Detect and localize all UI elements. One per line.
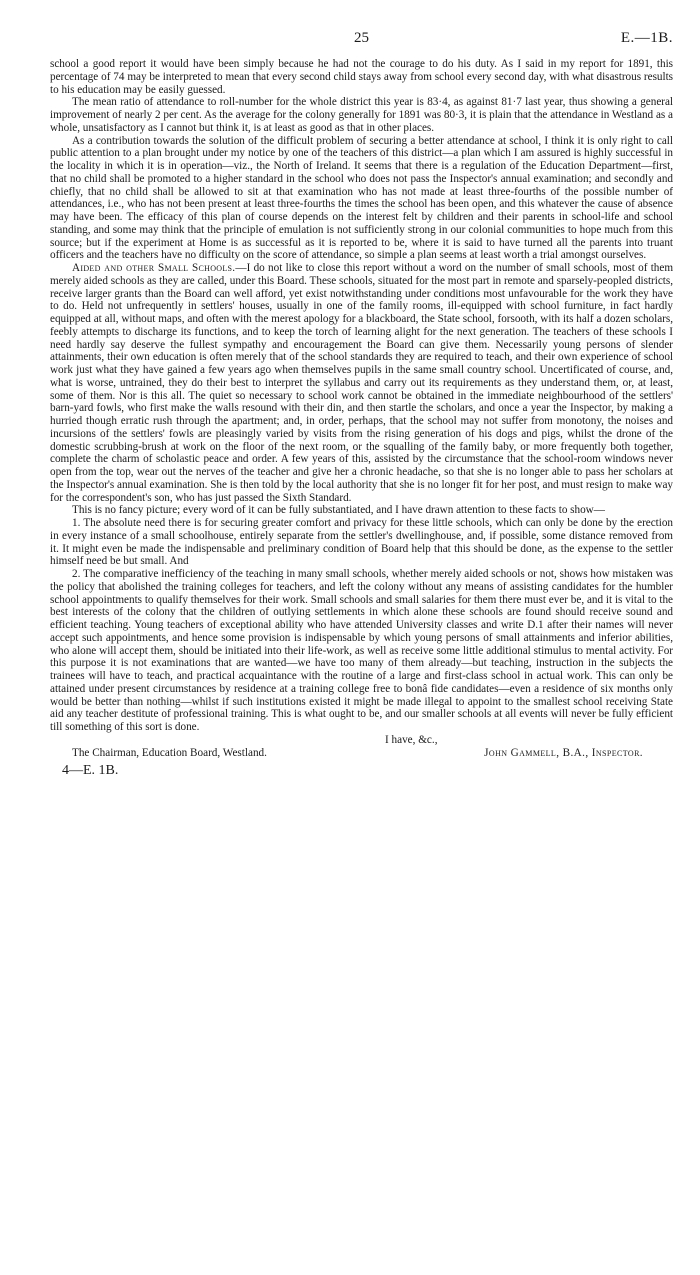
section-heading: Aided and other Small Schools. (72, 262, 236, 274)
page-header (50, 30, 673, 52)
paragraph-attendance-plan (50, 135, 673, 263)
paragraph-text: school a good report it would have been simply because he had not the courage to do his duty. As I said in my report for 1891, this percentage of 74 may be interpreted to mean that every second child stays away from school every second day, with what disastrous results to his education may be easily guessed. (50, 58, 673, 96)
paragraph-small-schools (50, 262, 673, 504)
paragraph-text: The mean ratio of attendance to roll-number for the whole district this year is 83·4, as against 81·7 last year, thus showing a general improvement of nearly 2 per cent. As the average for the colony generally for 1891 was 80·3, it is plain that the attendance in Westland as a whole, unsatisfactory as I cannot but think it, is at least as good as that in other places. (50, 96, 673, 134)
signatory: John Gammell, B.A., Inspector. (484, 746, 643, 759)
paragraph-no-fancy-picture (50, 504, 673, 517)
paragraph-text: —I do not like to close this report without a word on the number of small schools, most of them merely aided schools as they are called, under this Board. These schools, situated for the most part in remote and sparsely-peopled districts, receive larger grants than the Board can well afford, yet exist notwithstanding under conditions most unfavourable for the work they have to do. Held not unfrequently in settlers' houses, usually in one of the family rooms, ill-equipped with school furniture, in fact hardly equipped at all, without maps, and often with the merest apology for a blackboard, the State school, forsooth, with its half a dozen scholars, feebly attempts to discharge its functions, and to keep the torch of learning alight for the next generation. The teachers of these schools I need hardly say deserve the fullest sympathy and encouragement the Board can give them. Necessarily young persons of slender attainments, their own education is often merely that of the school standards they are required to teach, and their own experience of school work just what they have gained a few years ago when themselves pupils in the same small country school. Uncertificated of course, and, what is worse, untrained, they do their best to interpret the syllabus and carry out its requirements as they understand them, or, at least, some of them. Nor is this all. The quiet so necessary to school work cannot be obtained in the immediate neighbourhood of the settlers' barn-yard fowls, who first make the walls resound with their din, and then startle the scholars, and once a year the Inspector, by making a hurried though erratic rush through the apartment; and, in order, perhaps, that the school may not suffer from monotony, the noises and incursions of the settlers' fowls are pleasingly varied by visits from the rising generation of his dogs and pigs, whilst the drone of the domestic scrubbing-brush at work on the floor of the next room, or the squalling of the family baby, or more frequently both together, complete the charm of scholastic peace and order. A few years of this, assisted by the circumstance that the school-room windows never open from the top, wear out the nerves of the teacher and give her a chronic headache, so that she is no longer able to pass her scholars at the Inspector's annual examination. She is then told by the local authority that she is no longer fit for her post, and must resign to make way for the correspondent's son, who has just passed the Sixth Standard. (50, 262, 674, 504)
paragraph-continuation (50, 58, 673, 96)
closing-phrase: I have, &c., (385, 733, 438, 746)
page-number: 25 (354, 30, 369, 46)
signature-block (50, 747, 673, 760)
paragraph-text: 2. The comparative inefficiency of the teaching in many small schools, whether merely aided schools or not, shows how mistaken was the policy that abolished the training colleges for teachers, and left the colony without any means of assisting candidates for the humbler school appointments to qualify themselves for their work. Small schools and small salaries for them there must ever be, and it is vital to the best interests of the colony that the children of outlying settlements in which alone these schools are found should receive sound and efficient teaching. Young teachers of exceptional ability who have attended University classes and write D.1 after their names will never accept such appointments, and hence some provision is indispensable by which young persons of small attainments and inferior abilities, who alone will accept them, should be initiated into their life-work, as well as receive some little additional stimulus to mental activity. For this purpose it is not examinations that are wanted—we have too many of them already—but teaching, instruction in the subjects the trainees will have to teach, and practical acquaintance with the routine of a large and first-class school in actual work. This can only be attained under present circumstances by residence at a training college free to bonâ fide candidates—even a residence of six months only would be better than nothing—whilst if such institutions existed it might be made illegal to appoint to the smallest school receiving State aid any teacher destitute of professional training. This is what ought to be, and our smaller schools at all events will never be fully efficient till something of this sort is done. (50, 568, 673, 733)
numbered-point-1 (50, 517, 673, 568)
report-body (50, 58, 673, 734)
paragraph-text: As a contribution towards the solution of the difficult problem of securing a better attendance at school, I think it is only right to call public attention to a plan brought under my notice by one of the teachers of this district—a plan which I am assured is highly successful in the locality in which it is in operation—viz., the North of Ireland. It seems that there is a regulation of the Education Department—first, that no child shall be promoted to a higher standard in the school who does not pass the Inspector's annual examination; and secondly and chiefly, that no child shall be allowed to sit at that examination who has not made at least three-fourths of the possible number of attendances, i.e., who has not been present at least three-fourths the times the school has been open, and this whatever the cause of absence may have been. The efficacy of this plan of course depends on the interest felt by children and their parents in school-life and school standing, and some may think that the principle of emulation is not sufficiently strong in our colonial communities to hope much from this source; but if the experiment at Home is as successful as it is reported to be, where it is said to have turned all the parents into truant officers and the teachers have no difficulty on the score of attendance, so simple a plan seems at least worth a trial amongst ourselves. (50, 134, 673, 262)
signature-mark: 4—E. 1B. (62, 762, 119, 778)
numbered-point-2 (50, 568, 673, 734)
paragraph-text: 1. The absolute need there is for securing greater comfort and privacy for these little schools, which can only be done by the erection in every instance of a small schoolhouse, entirely separate from the settler's dwellinghouse, and, if possible, some distance removed from it. It might even be made the indispensable and preliminary condition of Board help that this should be done, as the expense to the settler himself need be but small. And (50, 517, 673, 568)
paragraph-text: This is no fancy picture; every word of it can be fully substantiated, and I have drawn attention to these facts to show— (72, 504, 605, 517)
document-reference: E.—1B. (620, 30, 673, 46)
paragraph-attendance-ratio (50, 96, 673, 134)
addressee: The Chairman, Education Board, Westland. (72, 746, 267, 759)
